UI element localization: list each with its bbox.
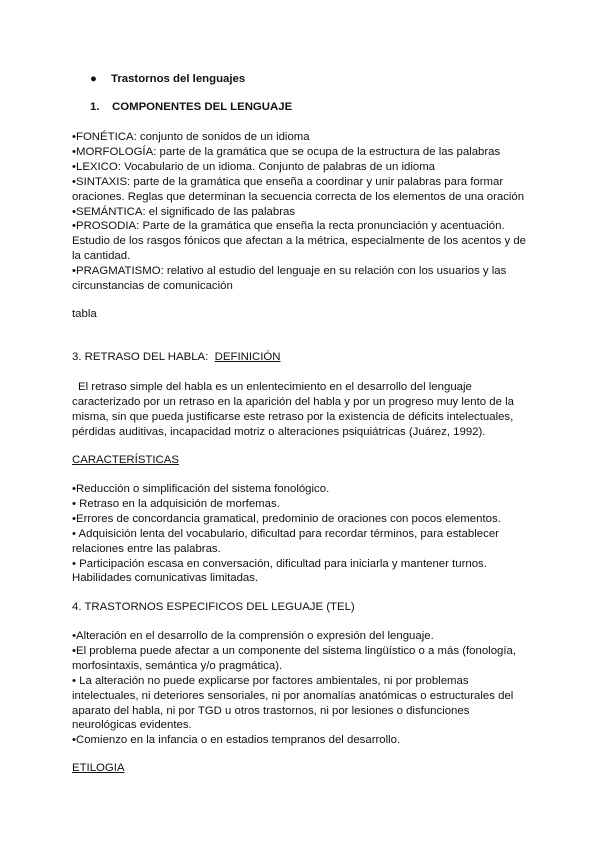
section3-subtitle: DEFINICIÓN: [214, 351, 281, 363]
list-item: •El problema puede afectar a un componente del sistema lingüístico o a más (fonología, morfosintaxis, semántica y/o pragmática).: [72, 644, 517, 672]
list-item: •MORFOLOGÍA: parte de la gramática que se ocupa de la estructura de las palabras: [72, 145, 501, 158]
list-item: •SINTAXIS: parte de la gramática que enseña a coordinar y unir palabras para formar oraciones. Reglas que determinan la secuencia correcta de los elementos de una oración: [72, 175, 525, 203]
list-item: • Participación escasa en conversación, dificultad para iniciarla y mantener turnos. Habilidades comunicativas limitadas.: [72, 557, 487, 585]
section1-number: 1.: [90, 101, 100, 113]
list-item: •LEXICO: Vocabulario de un idioma. Conjunto de palabras de un idioma: [72, 160, 436, 173]
section1-heading: [90, 100, 292, 115]
characteristics-heading: [72, 453, 532, 468]
characteristics-list: [72, 482, 512, 586]
section3-definition: [72, 380, 530, 440]
list-item: • Adquisición lenta del vocabulario, dificultad para recordar términos, para establecer relaciones entre las palabras.: [72, 527, 499, 555]
list-item: •FONÉTICA: conjunto de sonidos de un idioma: [72, 131, 310, 143]
list-item: •PROSODIA: Parte de la gramática que enseña la recta pronunciación y acentuación. Estudio de los rasgos fónicos que afectan a la métrica, especialmente de los acentos y de la cantidad.: [72, 220, 526, 263]
heading-title: Trastornos del lenguajes: [111, 73, 246, 85]
note-text: tabla: [72, 308, 97, 320]
section1-note: [72, 307, 532, 322]
section4-title: 4. TRASTORNOS ESPECIFICOS DEL LEGUAJE (TEL): [72, 601, 355, 613]
list-item: •Reducción o simplificación del sistema fonológico.: [72, 483, 330, 495]
list-item: •Errores de concordancia gramatical, predominio de oraciones con pocos elementos.: [72, 512, 501, 525]
document-heading: [90, 72, 245, 87]
list-item: •SEMÁNTICA: el significado de las palabras: [72, 205, 296, 218]
characteristics-title: CARACTERÍSTICAS: [72, 454, 179, 466]
section1-title: COMPONENTES DEL LENGUAJE: [112, 101, 293, 113]
section3-heading: [72, 350, 532, 365]
definition-text: El retraso simple del habla es un enlentecimiento en el desarrollo del lenguaje caracterizado por un retraso en la aparición del habla y por un progreso muy lento de la misma, sin que pueda justificarse este retraso por la existencia de déficits intelectuales, pérdidas auditivas, incapacidad motriz o alteraciones psiquiátricas (Juárez, 1992).: [72, 381, 514, 438]
section4-heading: [72, 600, 532, 615]
etiology-title: ETILOGIA: [72, 762, 125, 774]
list-item: •Comienzo en la infancia o en estadios tempranos del desarrollo.: [72, 734, 401, 747]
list-item: • Retraso en la adquisición de morfemas.: [72, 497, 280, 510]
list-item: • La alteración no puede explicarse por factores ambientales, ni por problemas intelectuales, ni deteriores sensoriales, ni por anomalías anatómicas o estructurales del aparato del habla, ni por TGD u otros trastornos, ni por lesiones o disfunciones neurológicas evidentes.: [72, 674, 514, 732]
section4-list: [72, 629, 530, 748]
bullet-icon: ●: [90, 73, 97, 85]
etiology-heading: [72, 761, 532, 776]
list-item: •Alteración en el desarrollo de la comprensión o expresión del lenguaje.: [72, 630, 434, 642]
section1-list: [72, 130, 534, 294]
section3-title: 3. RETRASO DEL HABLA:: [72, 351, 209, 363]
list-item: •PRAGMATISMO: relativo al estudio del lenguaje en su relación con los usuarios y las circunstancias de comunicación: [72, 265, 507, 293]
